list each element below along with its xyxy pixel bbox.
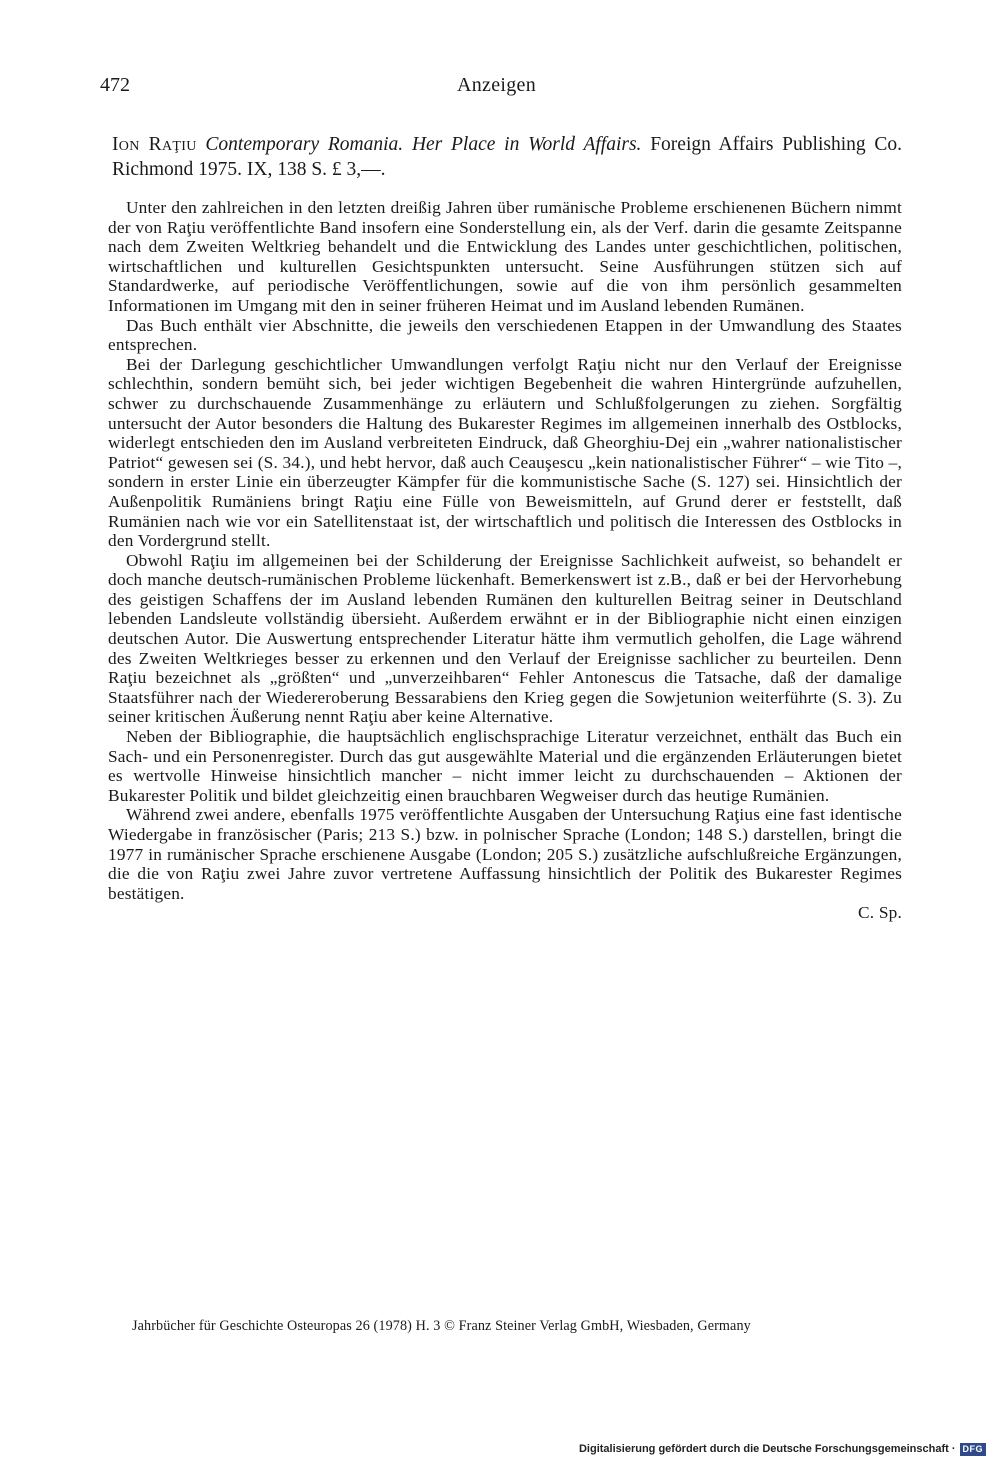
journal-credit: Jahrbücher für Geschichte Osteuropas 26 (1978) H. 3 © Franz Steiner Verlag GmbH, Wiesbaden, Germany bbox=[132, 1318, 751, 1334]
paragraph: Neben der Bibliographie, die hauptsächlich englischsprachige Literatur verzeichnet, enthält das Buch ein Sach- und ein Personenregister. Durch das gut ausgewählte Material und die ergänzenden Erläuterungen bietet es wertvolle Hinweise hinsichtlich mancher – nicht immer leicht zu durchschauenden – Aktionen der Bukarester Politik und bildet gleichzeitig einen brauchbaren Wegweiser durch das heutige Rumänien. bbox=[108, 727, 902, 805]
page-header bbox=[100, 74, 900, 104]
page-number: 472 bbox=[100, 74, 130, 96]
paragraph: Unter den zahlreichen in den letzten dreißig Jahren über rumänische Probleme erschienenen Büchern nimmt der von Raţiu veröffentlichte Band insofern eine Sonderstellung ein, als der Verf. darin die gesamte Zeitspanne nach dem Zweiten Weltkrieg behandelt und die Entwicklung des Landes unter geschichtlichen, politischen, wirtschaftlichen und kulturellen Gesichtspunkten untersucht. Seine Ausführungen stützen sich auf Standardwerke, auf periodische Veröffentlichungen, sowie auf die von ihm persönlich gesammelten Informationen im Umgang mit den in seiner früheren Heimat und im Ausland lebenden Rumänen. bbox=[108, 198, 902, 315]
book-citation bbox=[112, 132, 902, 182]
digitization-notice bbox=[579, 1442, 986, 1456]
reviewer-signature: C. Sp. bbox=[858, 903, 902, 923]
paragraph: Bei der Darlegung geschichtlicher Umwandlungen verfolgt Raţiu nicht nur den Verlauf der Ereignisse schlechthin, sondern bemüht sich, bei jeder wichtigen Begebenheit die wahren Hintergründe aufzuhellen, schwer zu durchschauende Zusammenhänge zu erläutern und Schlußfolgerungen zu ziehen. Sorgfältig untersucht der Autor besonders die Haltung des Bukarester Regimes im allgemeinen innerhalb des Ostblocks, widerlegt entschieden den im Ausland verbreiteten Eindruck, daß Gheorghiu-Dej ein „wahrer nationalistischer Patriot“ gewesen sei (S. 34.), und hebt hervor, daß auch Ceauşescu „kein nationalistischer Führer“ – wie Tito –, sondern in erster Linie ein überzeugter Kämpfer für die kommunistische Sache (S. 127) sei. Hinsichtlich der Außenpolitik Rumäniens bringt Raţiu eine Fülle von Beweismitteln, auf Grund derer er feststellt, daß Rumänien nach wie vor ein Satellitenstaat ist, der wirtschaftlich und politisch die Interessen des Ostblocks in den Vordergrund stellt. bbox=[108, 354, 902, 551]
dfg-logo-icon: DFG bbox=[960, 1443, 987, 1456]
citation-author: Ion Raţiu bbox=[112, 134, 197, 155]
paragraph: Das Buch enthält vier Abschnitte, die jeweils den verschiedenen Etappen in der Umwandlung des Staates entsprechen. bbox=[108, 315, 902, 355]
review-body bbox=[108, 198, 902, 923]
digitization-text: Digitalisierung gefördert durch die Deutsche Forschungsgemeinschaft · bbox=[578, 1443, 956, 1455]
paragraph: Während zwei andere, ebenfalls 1975 veröffentlichte Ausgaben der Untersuchung Raţius eine fast identische Wiedergabe in französischer (Paris; 213 S.) bzw. in polnischer Sprache (London; 148 S.) darstellen, bringt die 1977 in rumänischer Sprache erschienene Ausgabe (London; 205 S.) zusätzliche aufschlußreiche Ergänzungen, die die von Raţiu zwei Jahre zuvor vertretene Auffassung hinsichtlich der Politik des Bukarester Regimes bestätigen. bbox=[108, 805, 902, 903]
paragraph: Obwohl Raţiu im allgemeinen bei der Schilderung der Ereignisse Sachlichkeit aufweist, so behandelt er doch manche deutsch-rumänischen Probleme lückenhaft. Bemerkenswert ist z.B., daß er bei der Hervorhebung des geistigen Schaffens der im Ausland lebenden Rumänen den kulturellen Beitrag seiner in Deutschland lebenden Landsleute vollständig übersieht. Außerdem erwähnt er in der Bibliographie nicht einen einzigen deutschen Autor. Die Auswertung entsprechender Literatur hätte ihm vermutlich geholfen, die Lage während des Zweiten Weltkrieges besser zu erkennen und den Verlauf der Ereignisse sachlicher zu beurteilen. Denn Raţiu bezeichnet als „größten“ und „unverzeihbaren“ Fehler Antonescus die Tatsache, daß der damalige Staatsführer nach der Wiedereroberung Bessarabiens den Krieg gegen die Sowjetunion weiterführte (S. 3). Zu seiner kritischen Äußerung nennt Raţiu aber keine Alternative. bbox=[108, 550, 902, 727]
citation-book-title: Contemporary Romania. Her Place in World Affairs. bbox=[205, 134, 642, 155]
running-title: Anzeigen bbox=[457, 74, 537, 96]
citation-details: Foreign Affairs Publishing Co. Richmond 1975. IX, 138 S. £ 3,—. bbox=[112, 134, 903, 180]
